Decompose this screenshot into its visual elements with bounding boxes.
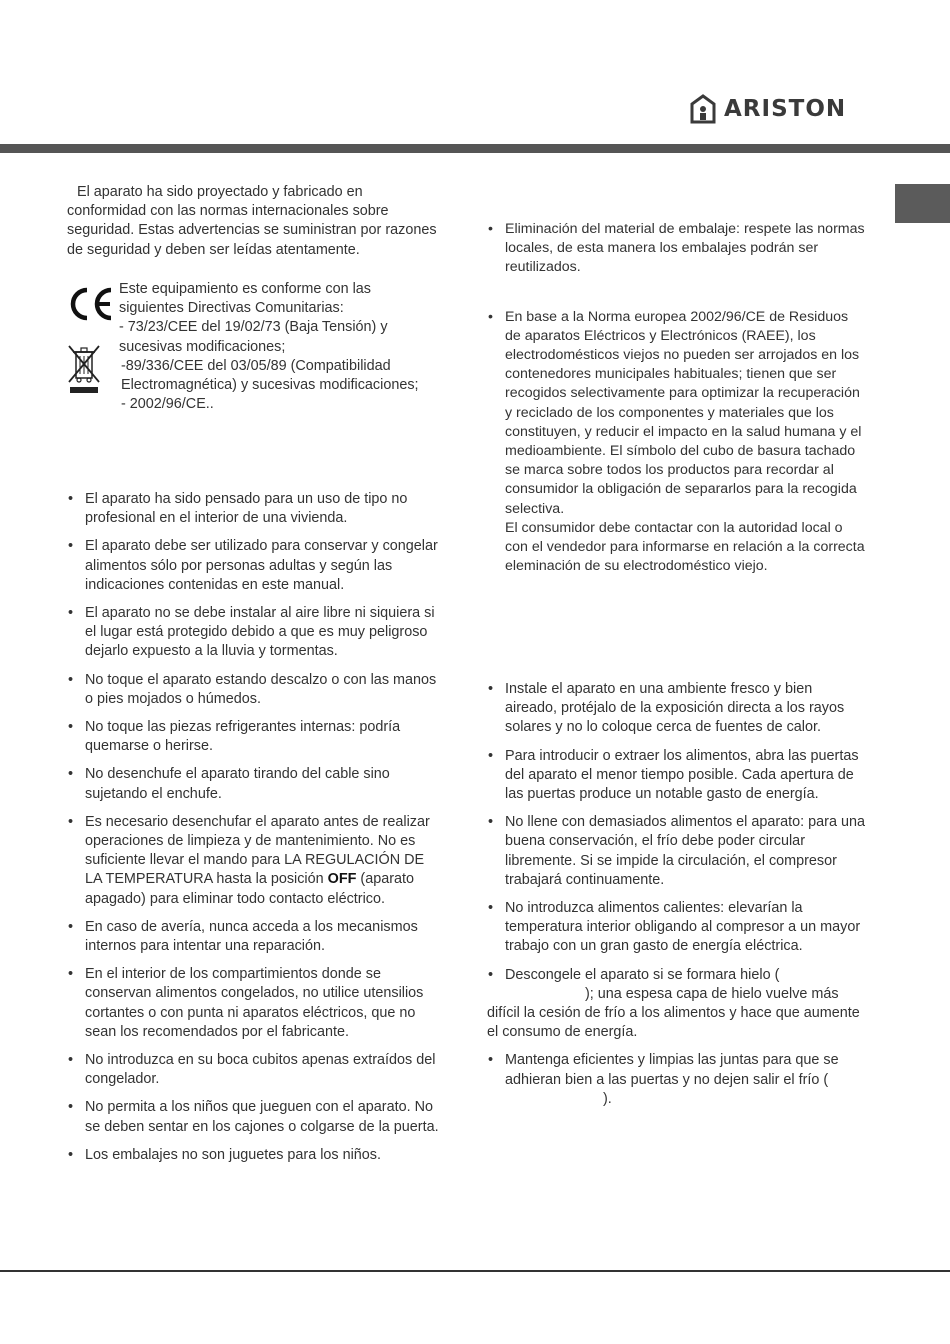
brand-logo — [690, 93, 846, 125]
defrost-text-cont: ); una espesa capa de hielo vuelve más difícil la cesión de frío a los alimentos y hace que aumente el consumo de energía. — [487, 985, 860, 1041]
list-item: • El aparato no se debe instalar al aire libre ni siquiera si el lugar está protegido debido a que es muy peligroso dejarlo expuesto a la lluvia y tormentas. — [67, 604, 442, 662]
list-item: • En caso de avería, nunca acceda a los mecanismos internos para intentar una reparación. — [67, 918, 442, 956]
list-item: • No llene con demasiados alimentos el aparato: para una buena conservación, el frío debe poder circular libremente. Si se impide la circulación, el compresor trabajará continuamente. — [487, 813, 867, 890]
list-item: • Eliminación del material de embalaje: respete las normas locales, de esta manera los embalajes podrán ser reutilizados. — [487, 220, 867, 278]
off-label: OFF — [327, 871, 357, 888]
intro-paragraph: El aparato ha sido proyectado y fabricado en conformidad con las normas internacionales sobre seguridad. Estas advertencias se suministran por razones de seguridad y deben ser leídas atentamente. — [67, 184, 437, 258]
list-item: • No permita a los niños que jueguen con el aparato. No se deben sentar en los cajones o colgarse de la puerta. — [67, 1098, 442, 1136]
list-item: • No desenchufe el aparato tirando del cable sino sujetando el enchufe. — [67, 765, 442, 803]
directive-line: siguientes Directivas Comunitarias: — [119, 300, 344, 317]
safety-list — [67, 490, 442, 1165]
list-item: • No introduzca en su boca cubitos apenas extraídos del congelador. — [67, 1051, 442, 1089]
footer-line — [0, 1270, 950, 1272]
directives-block — [119, 280, 444, 414]
language-tab — [895, 184, 950, 223]
list-item: • En el interior de los compartimientos donde se conservan alimentos congelados, no utilice utensilios cortantes o con punta ni aparatos eléctricos, que no sean los recomendados por el fabricante. — [67, 965, 442, 1042]
seals-text: • Mantenga eficientes y limpias las juntas para que se adhieran bien a las puertas y no dejen salir el frío ( — [505, 1052, 839, 1088]
defrost-text: • Descongele el aparato si se formara hielo ( — [505, 966, 780, 983]
disposal-list — [487, 220, 867, 576]
list-item: • No introduzca alimentos calientes: elevarían la temperatura interior obligando al compresor a un mayor trabajo con un gran gasto de energía eléctrica. — [487, 899, 867, 957]
energy-saving-list — [487, 680, 867, 1109]
list-item: • Los embalajes no son juguetes para los niños. — [67, 1146, 442, 1165]
directive-line: sucesivas modificaciones; — [119, 338, 286, 355]
directive-line: Este equipamiento es conforme con las — [119, 281, 371, 297]
raee-contact-text: El consumidor debe contactar con la autoridad local o con el vendedor para informarse en relación a la correcta eleminación de su electrodoméstico viejo. — [505, 519, 865, 575]
list-item-raee — [487, 308, 867, 577]
directive-line: Electromagnética) y sucesivas modificaciones; — [121, 377, 419, 394]
unplug-text: Es necesario desenchufar el aparato antes de realizar operaciones de limpieza y de mantenimiento. No es suficiente llevar el mando para LA REGULACIÓN DE LA TEMPERATURA hasta la posición — [85, 813, 430, 888]
list-item-defrost — [487, 966, 867, 1043]
list-item: • Para introducir o extraer los alimentos, abra las puertas del aparato el menor tiempo posible. Cada apertura de las puertas produce un notable gasto de energía. — [487, 747, 867, 805]
seals-text-cont: ). — [603, 1090, 612, 1107]
list-item-unplug — [67, 813, 442, 909]
directive-line: - 73/23/CEE del 19/02/73 (Baja Tensión) y — [119, 319, 388, 336]
list-item: • No toque el aparato estando descalzo o con las manos o pies mojados o húmedos. — [67, 671, 442, 709]
list-item: • No toque las piezas refrigerantes internas: podría quemarse o herirse. — [67, 718, 442, 756]
crossed-bin-icon — [67, 342, 101, 394]
header-bar — [0, 144, 950, 153]
directive-line: - 2002/96/CE.. — [121, 396, 214, 413]
unplug-text-end: (aparato apagado) para eliminar todo contacto eléctrico. — [85, 871, 415, 907]
brand-name: ARISTON — [724, 96, 847, 122]
directive-line: -89/336/CEE del 03/05/89 (Compatibilidad — [121, 357, 391, 374]
list-item: • El aparato debe ser utilizado para conservar y congelar alimentos sólo por personas adultas y según las indicaciones contenidas en este manual. — [67, 537, 442, 595]
ce-mark-icon — [67, 286, 115, 322]
list-item: • Instale el aparato en una ambiente fresco y bien aireado, protéjalo de la exposición directa a los rayos solares y no lo coloque cerca de fuentes de calor. — [487, 680, 867, 738]
list-item: • El aparato ha sido pensado para un uso de tipo no profesional en el interior de una vivienda. — [67, 490, 442, 528]
house-logo-icon — [690, 94, 716, 124]
raee-text: • En base a la Norma europea 2002/96/CE de Residuos de aparatos Eléctricos y Electrónicos (RAEE), los electrodomésticos viejos no pueden ser arrojados en los contenedores municipales habituales; tienen que ser recogidos selectivamente para optimizar la recuperación y reciclado de los componentes y materiales que los constituyen, y reducir el impacto en la salud humana y el medioambiente. El símbolo del cubo de basura tachado se marca sobre todos los productos para recordar al consumidor la obligación de separarlos para la recogida selectiva. — [505, 308, 862, 517]
list-item-seals — [487, 1051, 867, 1109]
